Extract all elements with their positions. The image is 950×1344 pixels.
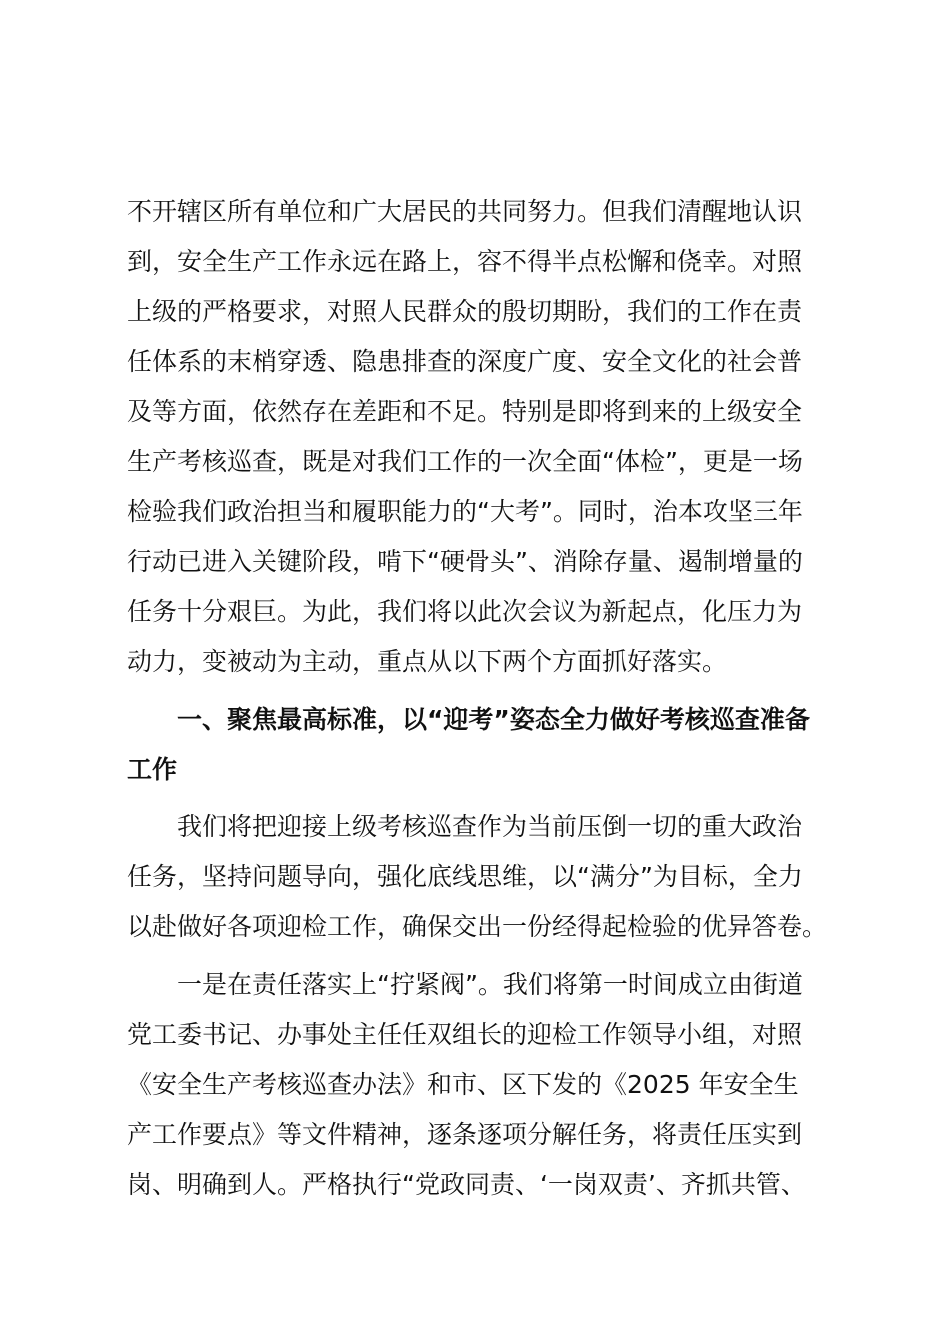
paragraph-line: 生产考核巡查，既是对我们工作的一次全面“体检”，更是一场 [127, 447, 803, 476]
section-heading-continued: 工作 [127, 755, 178, 784]
paragraph-line: 任务，坚持问题导向，强化底线思维，以“满分”为目标，全力 [127, 862, 803, 891]
paragraph-line: 及等方面，依然存在差距和不足。特别是即将到来的上级安全 [127, 397, 803, 426]
paragraph-line: 不开辖区所有单位和广大居民的共同努力。但我们清醒地认识 [127, 197, 803, 226]
paragraph-line: 我们将把迎接上级考核巡查作为当前压倒一切的重大政治 [177, 812, 803, 841]
paragraph-line: 岗、明确到人。严格执行“党政同责、‘一岗双责’、齐抓共管、 [127, 1170, 806, 1199]
paragraph-line: 动力，变被动为主动，重点从以下两个方面抓好落实。 [127, 647, 728, 676]
paragraph-line: 党工委书记、办事处主任任双组长的迎检工作领导小组，对照 [127, 1020, 803, 1049]
paragraph-line: 检验我们政治担当和履职能力的“大考”。同时，治本攻坚三年 [127, 497, 803, 526]
paragraph-line: 任体系的末梢穿透、隐患排查的深度广度、安全文化的社会普 [127, 347, 803, 376]
paragraph-line: 《安全生产考核巡查办法》和市、区下发的《2025 年安全生 [127, 1070, 799, 1099]
paragraph-line: 以赴做好各项迎检工作，确保交出一份经得起检验的优异答卷。 [127, 912, 828, 941]
paragraph-line: 上级的严格要求，对照人民群众的殷切期盼，我们的工作在责 [127, 297, 803, 326]
paragraph-line: 行动已进入关键阶段，啃下“硬骨头”、消除存量、遏制增量的 [127, 547, 803, 576]
section-heading: 一、聚焦最高标准，以“迎考”姿态全力做好考核巡查准备 [177, 705, 810, 734]
paragraph-line: 任务十分艰巨。为此，我们将以此次会议为新起点，化压力为 [127, 597, 803, 626]
paragraph-line: 一是在责任落实上“拧紧阀”。我们将第一时间成立由街道 [177, 970, 803, 999]
paragraph-line: 产工作要点》等文件精神，逐条逐项分解任务，将责任压实到 [127, 1120, 803, 1149]
paragraph-line: 到，安全生产工作永远在路上，容不得半点松懈和侥幸。对照 [127, 247, 803, 276]
